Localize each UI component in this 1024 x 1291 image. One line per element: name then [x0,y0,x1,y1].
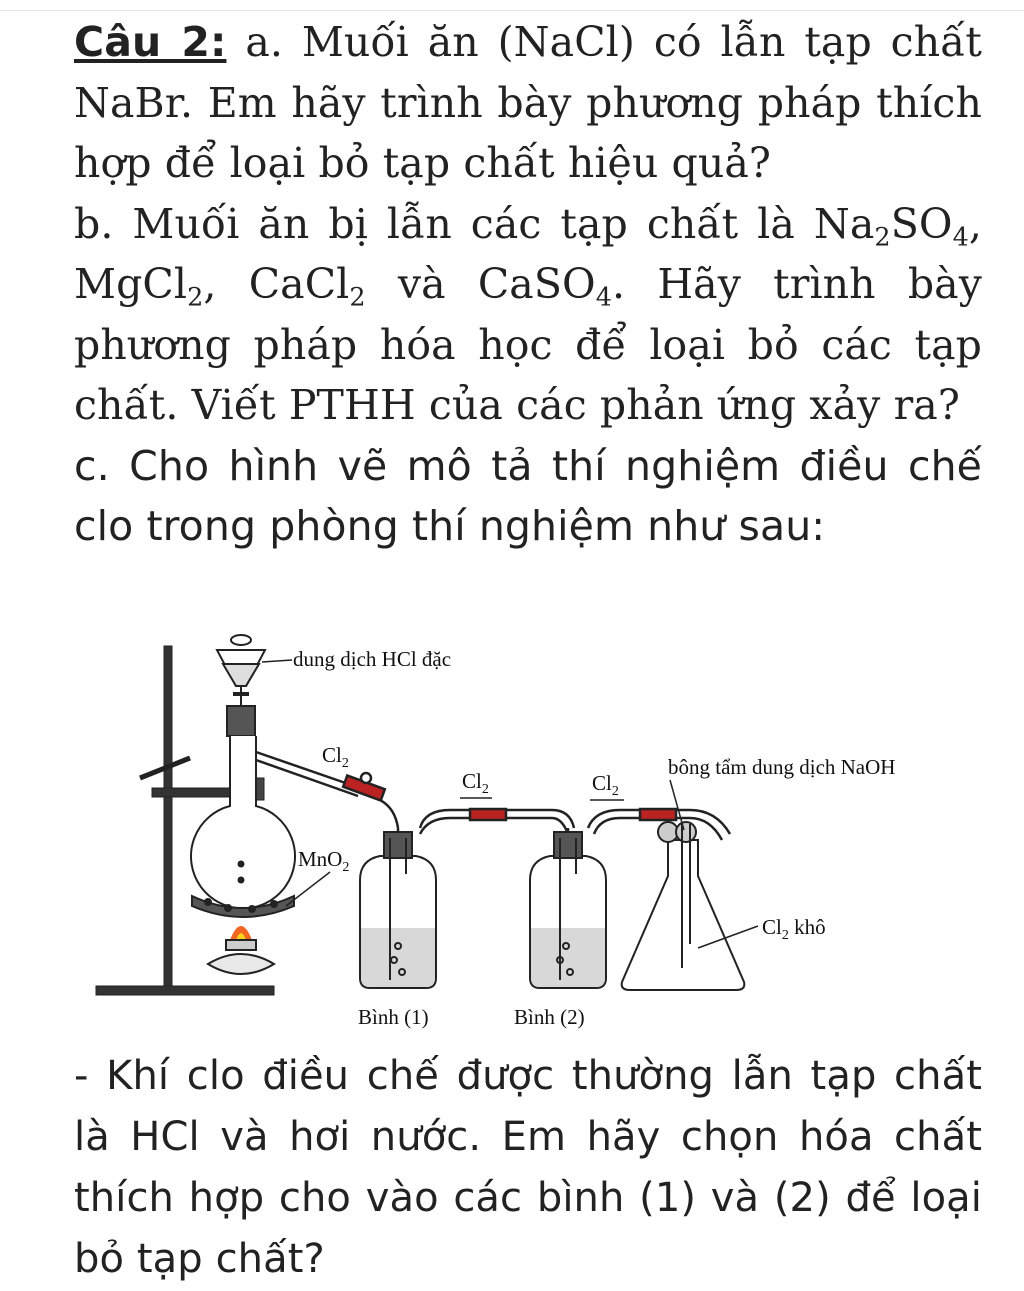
label-flask-1: Bình (1) [358,1005,429,1029]
subscript: 2 [874,221,891,252]
part-b-text-6: . Hãy trình bày phương pháp hóa học để loại bỏ các tạp chất. Viết PTHH của các phản ứng xảy ra? [74,260,982,429]
label-cotton: bông tẩm dung dịch NaOH [668,755,896,779]
subscript: 4 [595,281,613,312]
part-b-text-2: SO [890,199,953,248]
label-cl2-c: $Cl_2$ [592,771,619,799]
part-b-text-5: và CaSO [365,260,596,308]
label-cl2-b: $Cl_2$ [462,769,489,797]
subscript: 2 [187,281,204,312]
round-bottom-flask [191,736,295,917]
subscript: 4 [952,221,969,252]
follow-up-question [74,1046,982,1290]
burner [208,926,274,974]
label-cl2-a: $Cl_2$ [322,743,349,771]
hcl-pointer [262,660,292,662]
part-c: c. Cho hình vẽ mô tả thí nghiệm điều chế clo trong phòng thí nghiệm như sau: [74,441,982,550]
label-flask-2: Bình (2) [514,1005,585,1029]
part-b [74,194,982,436]
label-hcl: dung dịch HCl đặc [293,647,452,671]
label-dry-cl2: $Cl_2$ khô [762,915,826,943]
part-b-text-1: b. Muối ăn bị lẫn các tạp chất là Na [74,199,875,248]
question-text [74,12,982,557]
follow-up-text: - Khí clo điều chế được thường lẫn tạp chất là HCl và hơi nước. Em hãy chọn hóa chất thích hợp cho vào các bình (1) và (2) để loại bỏ tạp chất? [74,1053,982,1282]
top-divider [0,0,1024,11]
part-b-text-4: , CaCl [203,260,350,308]
subscript: 2 [349,281,366,312]
part-a [74,12,982,194]
mno2-pointer [286,872,330,906]
conical-flask [622,822,745,990]
part-b-text-3: , MgCl [74,199,982,308]
wash-bottle-2 [530,832,606,988]
question-label: Câu 2: [74,18,227,66]
chlorine-apparatus-diagram [90,628,970,1038]
part-a-text: a. Muối ăn (NaCl) có lẫn tạp chất NaBr. Em hãy trình bày phương pháp thích hợp để loại bỏ tạp chất hiệu quả? [74,18,983,187]
wash-bottle-1 [360,832,436,988]
label-mno2: MnO$_2$ [298,847,350,875]
